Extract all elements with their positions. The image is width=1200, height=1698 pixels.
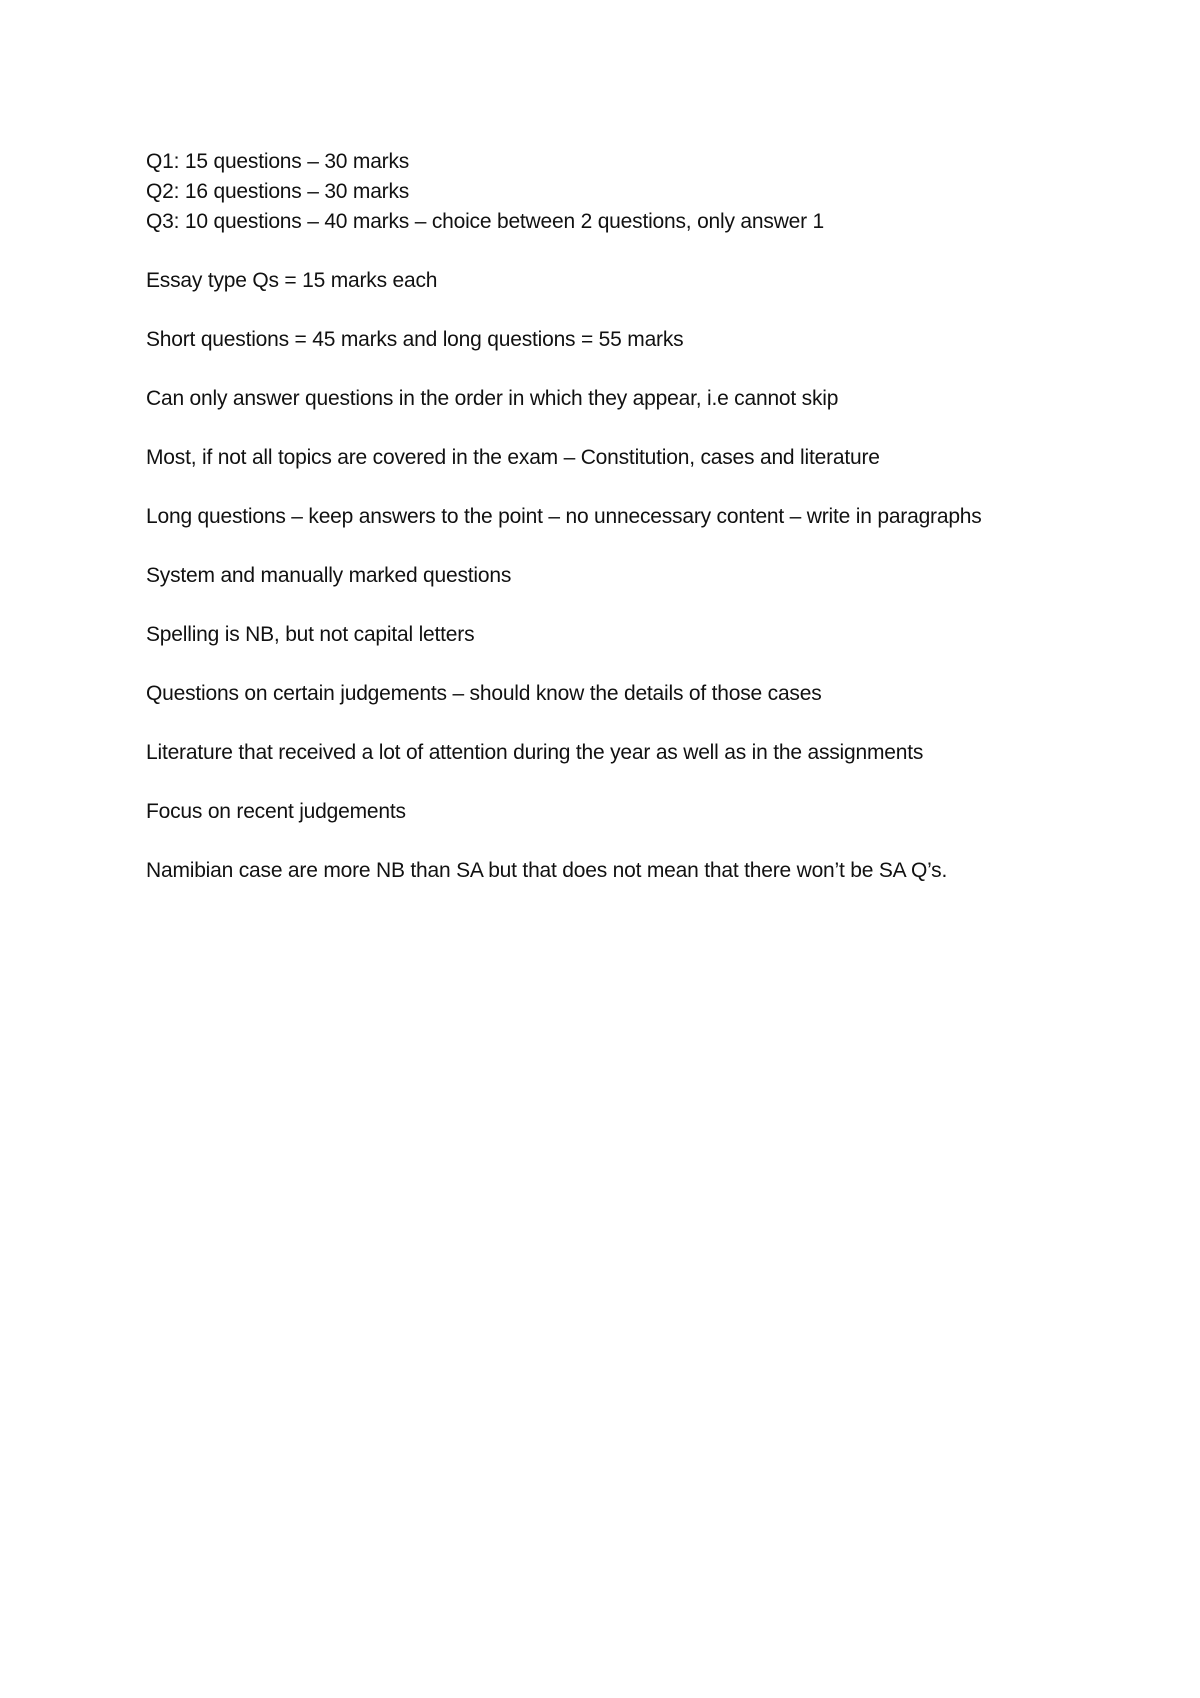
- note-long-questions: Long questions – keep answers to the point – no unnecessary content – write in paragraphs: [146, 505, 982, 528]
- note-answer-order: Can only answer questions in the order in which they appear, i.e cannot skip: [146, 387, 839, 410]
- note-short-long-marks: Short questions = 45 marks and long questions = 55 marks: [146, 328, 684, 351]
- note-judgements: Questions on certain judgements – should know the details of those cases: [146, 682, 822, 705]
- note-spelling: Spelling is NB, but not capital letters: [146, 623, 475, 646]
- note-marking-system: System and manually marked questions: [146, 564, 512, 587]
- note-recent-judgements: Focus on recent judgements: [146, 800, 406, 823]
- summary-line-q2: Q2: 16 questions – 30 marks: [146, 180, 410, 203]
- summary-line-q3: Q3: 10 questions – 40 marks – choice between 2 questions, only answer 1: [146, 210, 825, 233]
- document-content: [146, 147, 1146, 915]
- note-essay-type: Essay type Qs = 15 marks each: [146, 269, 438, 292]
- note-namibian-cases: Namibian case are more NB than SA but that does not mean that there won’t be SA Q’s.: [146, 859, 948, 882]
- question-breakdown: [146, 147, 1146, 237]
- summary-line-q1: Q1: 15 questions – 30 marks: [146, 150, 410, 173]
- note-literature: Literature that received a lot of attention during the year as well as in the assignments: [146, 741, 924, 764]
- note-topics-covered: Most, if not all topics are covered in the exam – Constitution, cases and literature: [146, 446, 880, 469]
